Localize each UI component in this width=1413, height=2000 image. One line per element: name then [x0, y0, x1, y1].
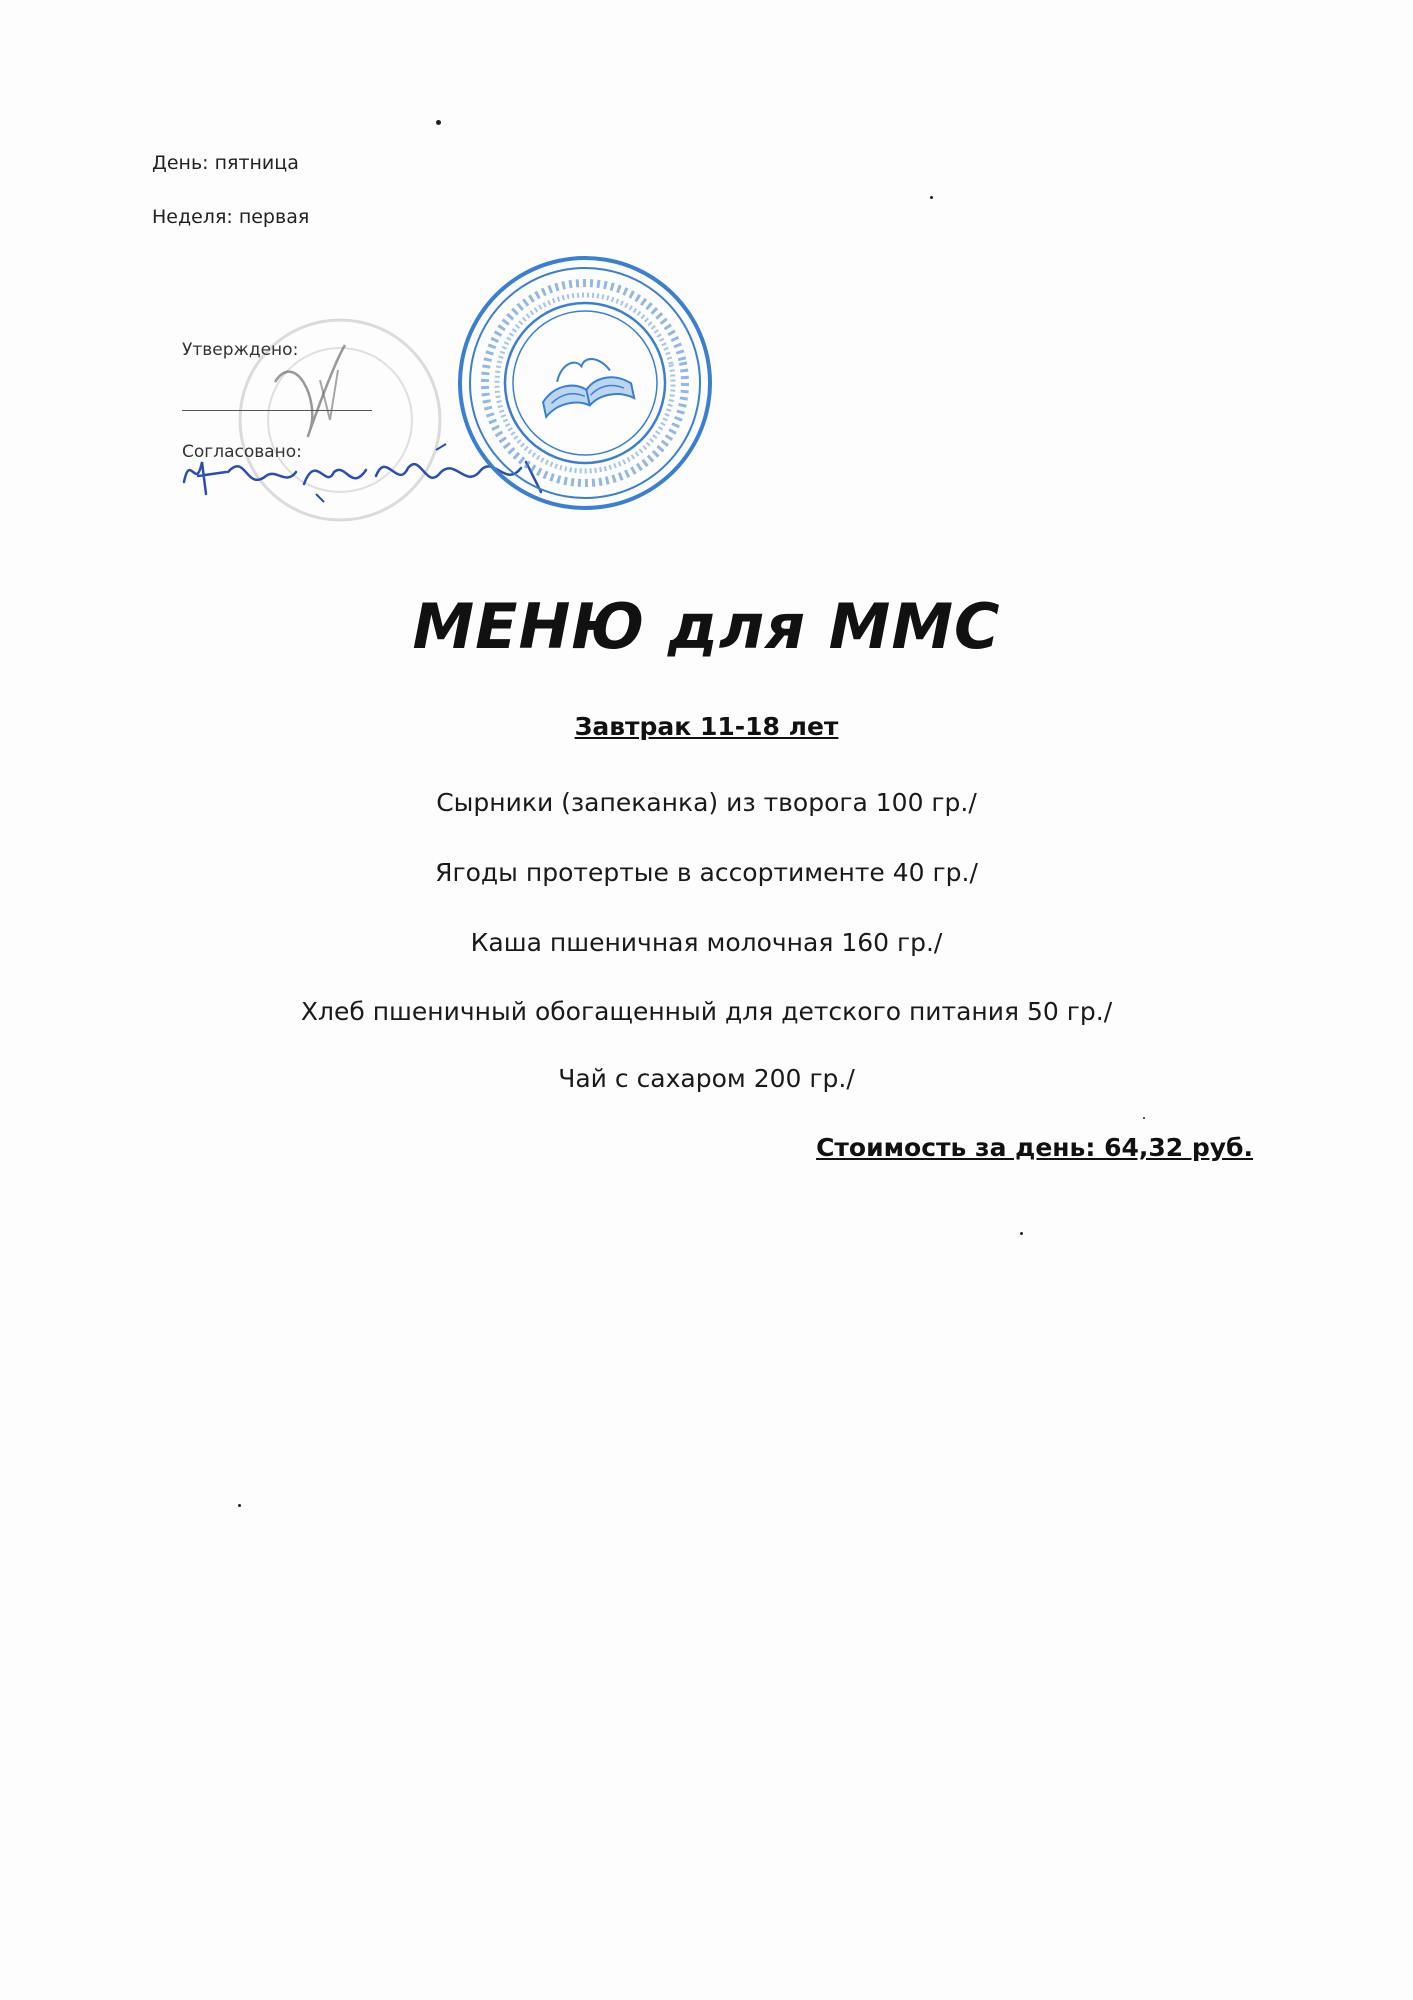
week-label: Неделя: первая	[152, 206, 310, 228]
menu-item: Хлеб пшеничный обогащенный для детского питания 50 гр./	[300, 997, 1113, 1026]
meal-heading: Завтрак 11-18 лет	[574, 712, 839, 741]
scan-speck	[1020, 1232, 1023, 1235]
daily-cost: Стоимость за день: 64,32 руб.	[816, 1133, 1253, 1162]
approved-label: Утверждено:	[182, 340, 299, 360]
menu-item: Сырники (запеканка) из творога 100 гр./	[436, 788, 977, 817]
scan-speck	[1143, 1117, 1145, 1119]
day-label: День: пятница	[152, 152, 299, 174]
document-title: МЕНЮ для ММС	[412, 590, 1001, 663]
scan-speck	[436, 120, 441, 125]
menu-item: Каша пшеничная молочная 160 гр./	[470, 928, 943, 957]
official-seal-icon	[450, 248, 720, 518]
menu-item: Ягоды протертые в ассортименте 40 гр./	[435, 858, 978, 887]
agreed-label: Согласовано:	[182, 442, 302, 462]
scan-speck	[238, 1504, 241, 1507]
approved-signature-line	[182, 410, 372, 411]
menu-item: Чай с сахаром 200 гр./	[558, 1064, 855, 1093]
scan-speck	[930, 196, 933, 199]
